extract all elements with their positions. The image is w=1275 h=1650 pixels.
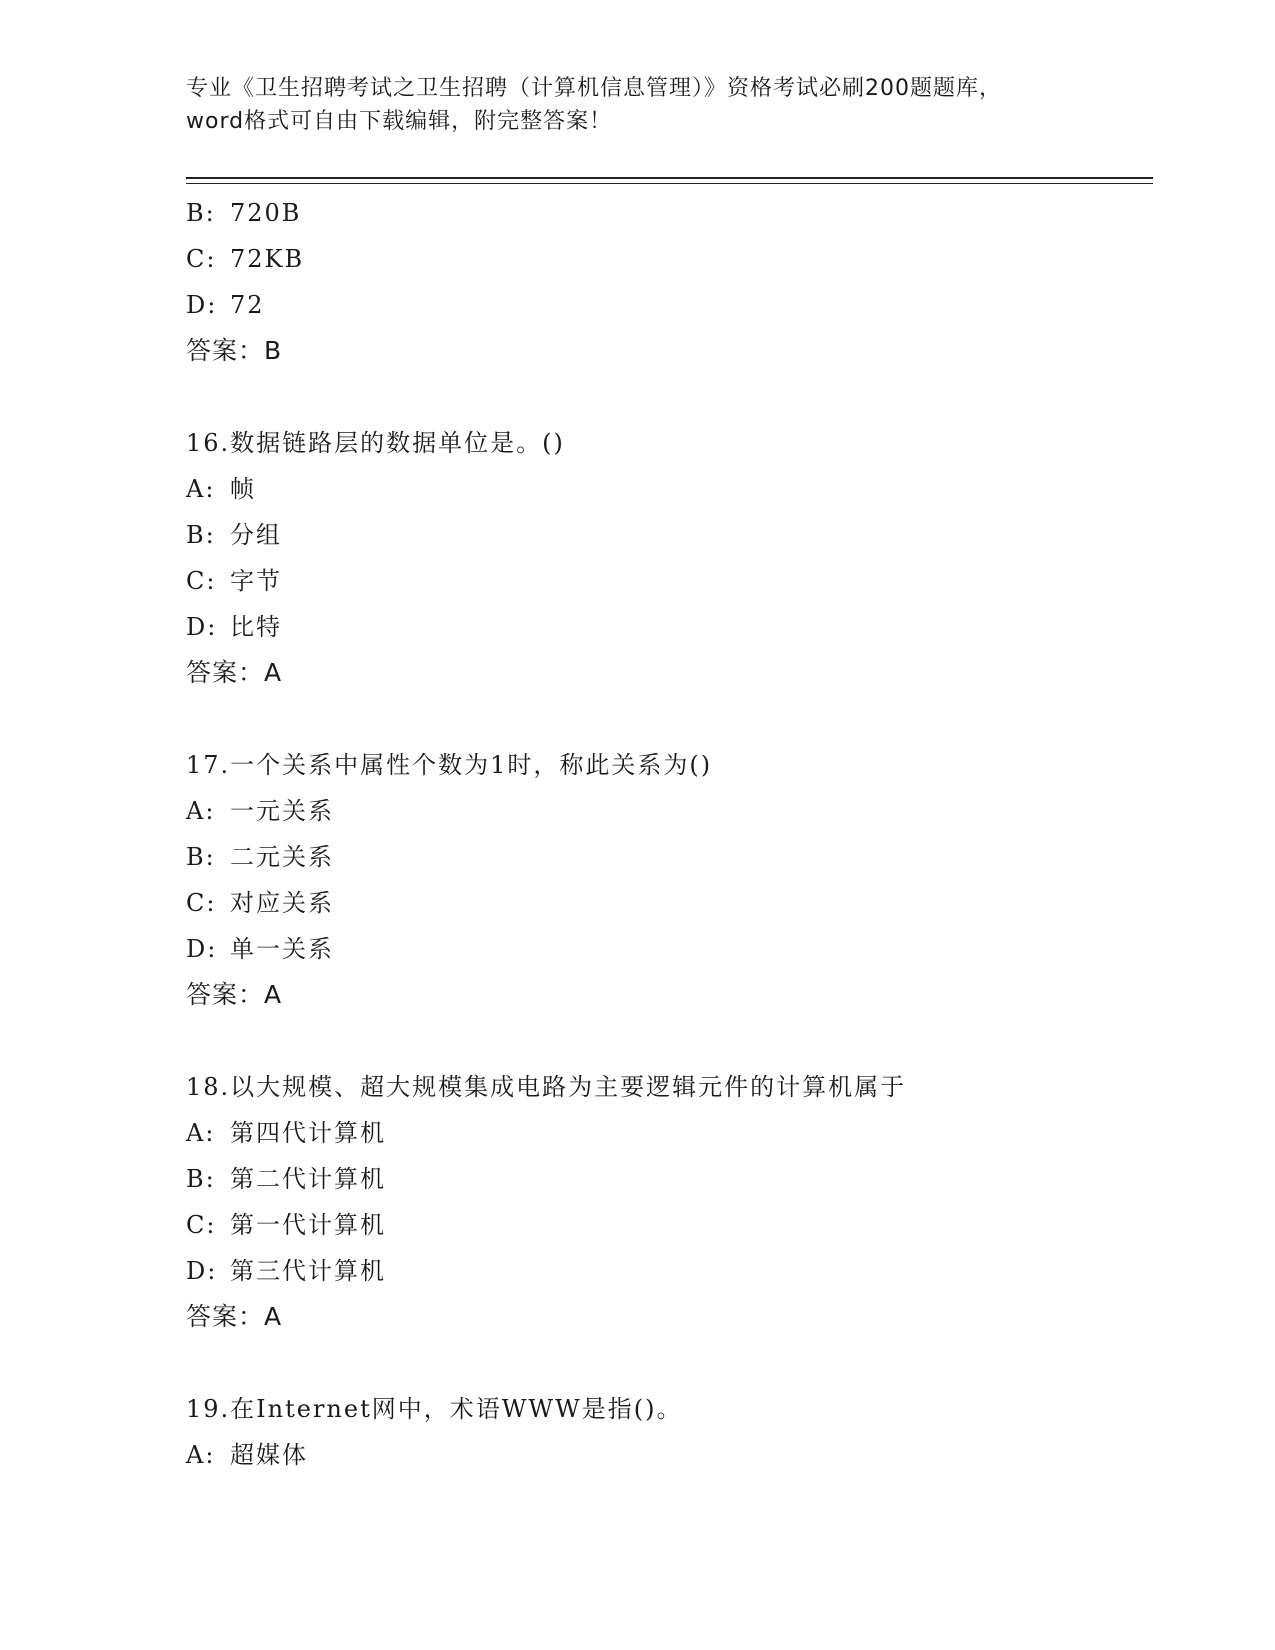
option-text: 720B xyxy=(230,199,302,227)
option-letter: C: xyxy=(186,889,217,917)
option-letter: B: xyxy=(186,1165,216,1193)
option-text: 第一代计算机 xyxy=(230,1211,386,1239)
question-content xyxy=(186,190,1146,1478)
option-letter: C: xyxy=(186,245,217,273)
option-text: 第四代计算机 xyxy=(230,1119,386,1147)
option-text: 72KB xyxy=(230,245,305,273)
option-letter: B: xyxy=(186,199,216,227)
option-letter: A: xyxy=(186,475,216,503)
option-text: 对应关系 xyxy=(230,889,334,917)
option-letter: C: xyxy=(186,567,217,595)
option-letter: A: xyxy=(186,1119,216,1147)
option-text: 单一关系 xyxy=(230,935,334,963)
option-text: 超媒体 xyxy=(230,1441,308,1469)
option-line xyxy=(186,926,1146,972)
answer-line: 答案：A xyxy=(186,658,283,687)
option-letter: B: xyxy=(186,843,216,871)
option-letter: D: xyxy=(186,935,218,963)
question-stem: 19.在Internet网中，术语WWW是指()。 xyxy=(186,1395,683,1423)
option-line xyxy=(186,282,1146,328)
document-header xyxy=(186,72,1086,138)
option-letter: C: xyxy=(186,1211,217,1239)
option-line xyxy=(186,1202,1146,1248)
header-rule-thick xyxy=(186,177,1153,179)
option-text: 第三代计算机 xyxy=(230,1257,386,1285)
option-text: 72 xyxy=(230,291,265,319)
header-line-1: 专业《卫生招聘考试之卫生招聘（计算机信息管理）》资格考试必刷200题题库， xyxy=(186,76,1002,101)
option-line xyxy=(186,512,1146,558)
option-text: 帧 xyxy=(230,475,256,503)
option-line xyxy=(186,1248,1146,1294)
option-line xyxy=(186,190,1146,236)
option-letter: A: xyxy=(186,797,216,825)
option-line xyxy=(186,466,1146,512)
option-text: 分组 xyxy=(230,521,282,549)
answer-line: 答案：B xyxy=(186,336,283,365)
option-text: 字节 xyxy=(230,567,282,595)
question-stem: 17.一个关系中属性个数为1时，称此关系为() xyxy=(186,751,713,779)
answer-line: 答案：A xyxy=(186,980,283,1009)
answer-line: 答案：A xyxy=(186,1302,283,1331)
header-line-2: word格式可自由下载编辑，附完整答案！ xyxy=(186,109,613,134)
option-text: 二元关系 xyxy=(230,843,334,871)
option-letter: B: xyxy=(186,521,216,549)
question-stem: 18.以大规模、超大规模集成电路为主要逻辑元件的计算机属于 xyxy=(186,1073,907,1101)
option-line xyxy=(186,604,1146,650)
option-line xyxy=(186,1110,1146,1156)
option-text: 一元关系 xyxy=(230,797,334,825)
option-line xyxy=(186,1432,1146,1478)
option-text: 比特 xyxy=(230,613,282,641)
option-line xyxy=(186,788,1146,834)
option-letter: D: xyxy=(186,291,218,319)
option-line xyxy=(186,1156,1146,1202)
header-rule-thin xyxy=(186,183,1153,184)
question-stem: 16.数据链路层的数据单位是。() xyxy=(186,429,565,457)
option-letter: D: xyxy=(186,1257,218,1285)
option-letter: D: xyxy=(186,613,218,641)
option-letter: A: xyxy=(186,1441,216,1469)
option-line xyxy=(186,880,1146,926)
option-text: 第二代计算机 xyxy=(230,1165,386,1193)
option-line xyxy=(186,558,1146,604)
option-line xyxy=(186,236,1146,282)
option-line xyxy=(186,834,1146,880)
